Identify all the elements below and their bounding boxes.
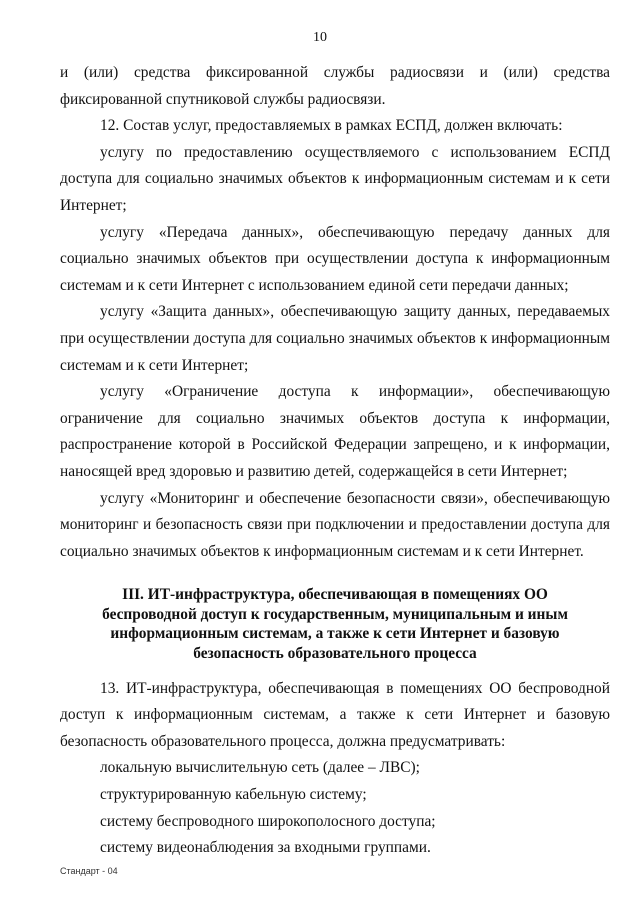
paragraph-service-access: услугу по предоставлению осуществляемого с использованием ЕСПД доступа для социально значимых объектов к информационным системам и к сети Интернет; — [60, 143, 610, 214]
paragraph-service-access-restriction: услугу «Ограничение доступа к информации», обеспечивающую ограничение для социально значимых объектов доступа к информации, распространение которой в Российской Федерации запрещено, и к информации, наносящей вред здоровью и развитию детей, содержащейся в сети Интернет; — [60, 383, 610, 480]
paragraph-service-data-protection: услугу «Защита данных», обеспечивающую защиту данных, передаваемых при осуществлении доступа для социально значимых объектов к информационным системам и к сети Интернет; — [60, 303, 610, 374]
footer-label: Стандарт - 04 — [60, 866, 118, 876]
list-item-lan: локальную вычислительную сеть (далее – ЛВС); — [100, 759, 420, 777]
paragraph-continuation: и (или) средства фиксированной службы радиосвязи и (или) средства фиксированной спутниковой службы радиосвязи. — [60, 64, 610, 108]
paragraph-service-monitoring: услугу «Мониторинг и обеспечение безопасности связи», обеспечивающую мониторинг и безопасность связи при подключении и предоставлении доступа для социально значимых объектов к информационным системам и к сети Интернет. — [60, 489, 610, 560]
list-item-wireless: систему беспроводного широкополосного доступа; — [100, 812, 436, 830]
list-item-cabling: структурированную кабельную систему; — [100, 786, 367, 804]
document-body — [60, 60, 610, 862]
list-item-video: систему видеонаблюдения за входными группами. — [100, 839, 431, 857]
paragraph-13: 13. ИТ-инфраструктура, обеспечивающая в помещениях ОО беспроводной доступ к информационным системам, а также к сети Интернет и базовую безопасность образовательного процесса, должна предусматривать: — [60, 679, 610, 750]
page-number: 10 — [313, 30, 327, 45]
paragraph-service-data-transfer: услугу «Передача данных», обеспечивающую передачу данных для социально значимых объектов при осуществлении доступа к информационным системам и к сети Интернет с использованием единой сети передачи данных; — [60, 223, 610, 294]
section-heading-3: III. ИТ-инфраструктура, обеспечивающая в помещениях ОО беспроводной доступ к государственным, муниципальным и иным информационным системам, а также к сети Интернет и базовую безопасность образовательного процесса — [102, 586, 568, 663]
paragraph-12: 12. Состав услуг, предоставляемых в рамках ЕСПД, должен включать: — [100, 117, 563, 135]
